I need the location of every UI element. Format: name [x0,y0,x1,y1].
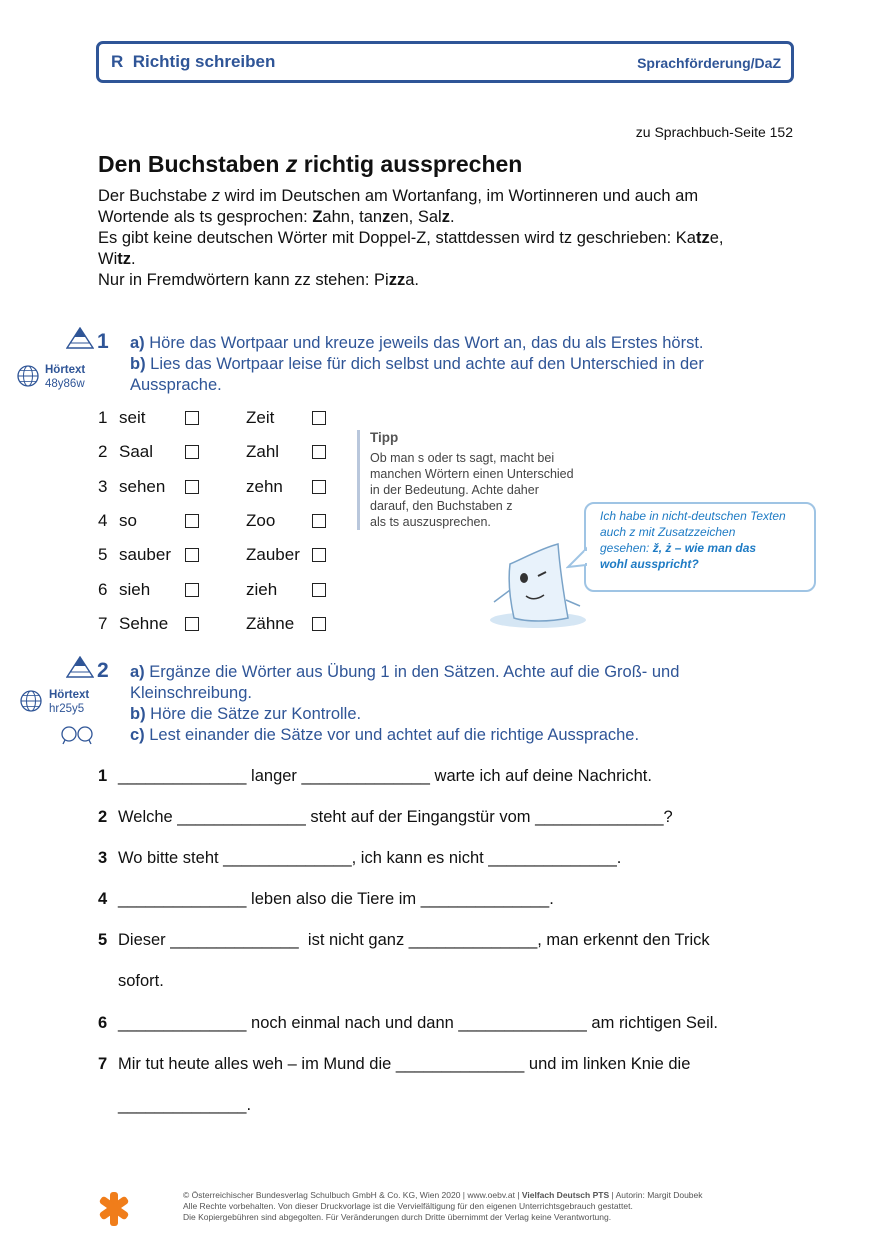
intro-line-2: Wortende als ts gesprochen: Zahn, tanzen, Salz. [98,208,455,226]
checkbox[interactable] [185,583,199,597]
pair-number: 7 [98,613,108,633]
tip-box: Tipp Ob man s oder ts sagt, macht bei manchen Wörtern einen Unterschied in der Bedeutung. Achte daher darauf, den Buchstaben z als ts auszusprechen. [357,430,605,530]
pair-number: 3 [98,476,108,496]
word-z: Zoo [246,510,276,530]
checkbox[interactable] [312,514,326,528]
intro-text [98,186,798,291]
word-s: sauber [119,545,171,565]
checkbox[interactable] [185,445,199,459]
audio-link-1[interactable]: Hörtext 48y86w [45,364,86,390]
partner-work-icon [60,725,96,745]
checkbox[interactable] [185,480,199,494]
checkbox[interactable] [312,445,326,459]
checkbox[interactable] [185,548,199,562]
mascot-illustration [480,540,600,632]
footer: © Österreichischer Bundesverlag Schulbuch GmbH & Co. KG, Wien 2020 | www.oebv.at | Vielfach Deutsch PTS | Autorin: Margit Doubek Alle Rechte vorbehalten. Von dieser Druckvorlage ist die Vervielfältigung für den eigenen Unterrichtsgebrauch gestattet. Die Kopiergebühren sind abgegolten. Für Veränderungen durch Dritte übernimmt der Verlag keine Verantwortung. [183,1190,703,1222]
checkbox[interactable] [185,514,199,528]
pair-number: 4 [98,510,108,530]
intro-line-1: Der Buchstabe z wird im Deutschen am Wortanfang, im Wortinneren und auch am [98,187,699,205]
tip-heading: Tipp [370,430,399,445]
pair-number: 1 [98,408,108,427]
sentence-3[interactable]: 3 Wo bitte steht ______________, ich kann es nicht ______________. [98,849,622,867]
page-title: Den Buchstaben z richtig aussprechen [98,151,523,177]
intro-line-4: Witz. [98,250,136,268]
word-z: Zauber [246,545,300,565]
sentence-2[interactable]: 2 Welche ______________ steht auf der Eingangstür vom ______________? [98,808,673,826]
word-z: Zähne [246,613,295,633]
word-s: sehen [119,476,166,496]
word-s: seit [119,408,146,427]
header-title: R Richtig schreiben [111,52,276,71]
page-reference: zu Sprachbuch-Seite 152 [635,124,793,140]
intro-line-5: Nur in Fremdwörtern kann zz stehen: Pizza. [98,271,419,289]
globe-icon[interactable] [16,364,40,388]
sentence-6[interactable]: 6 ______________ noch einmal nach und dann ______________ am richtigen Seil. [98,1014,718,1032]
checkbox[interactable] [312,480,326,494]
exercise-1-instructions: a) Höre das Wortpaar und kreuze jeweils das Wort an, das du als Erstes hörst. b) Lies das Wortpaar leise für dich selbst und achte auf den Unterschied in der Aussprache. [130,334,704,394]
word-z: Zahl [246,442,280,462]
pair-number: 2 [98,442,108,462]
word-s: Saal [119,442,154,462]
word-s: so [119,510,137,530]
sentence-1[interactable]: 1 ______________ langer ______________ warte ich auf deine Nachricht. [98,767,652,785]
checkbox[interactable] [312,411,326,425]
exercise-2-number: 2 [97,659,109,682]
pair-number: 5 [98,545,108,565]
exercise-2-instructions: a) Ergänze die Wörter aus Übung 1 in den Sätzen. Achte auf die Groß- und Kleinschreibung. b) Höre die Sätze zur Kontrolle. c) Lest einander die Sätze vor und achtet auf die richtige Aussprache. [130,663,680,744]
checkbox[interactable] [312,548,326,562]
word-z: zehn [246,476,283,496]
sentence-5[interactable]: 5 Dieser ______________ ist nicht ganz ______________, man erkennt den Trick [98,931,710,949]
checkbox[interactable] [312,617,326,631]
word-s: sieh [119,579,151,599]
word-z: zieh [246,579,278,599]
header-box [96,41,794,83]
sentence-7-cont[interactable]: ______________. [118,1096,252,1114]
checkbox[interactable] [185,617,199,631]
pair-number: 6 [98,579,108,599]
audio-link-2[interactable]: Hörtext hr25y5 [49,689,90,715]
difficulty-pyramid-icon-2 [66,656,94,678]
word-z: Zeit [246,408,275,427]
sentence-5-cont[interactable]: sofort. [118,972,164,990]
sentence-7[interactable]: 7 Mir tut heute alles weh – im Mund die ______________ und im linken Knie die [98,1055,691,1073]
sentence-4[interactable]: 4 ______________ leben also die Tiere im ______________. [98,890,554,908]
difficulty-pyramid-icon [66,327,94,349]
globe-icon-2[interactable] [19,689,43,713]
checkbox[interactable] [185,411,199,425]
intro-line-3: Es gibt keine deutschen Wörter mit Doppel-Z, stattdessen wird tz geschrieben: Katze, [98,229,724,247]
checkbox[interactable] [312,583,326,597]
exercise-1-number: 1 [97,330,109,353]
speech-bubble: Ich habe in nicht-deutschen Texten auch z mit Zusatzzeichen gesehen: ž, ż – wie man das wohl ausspricht? [584,502,816,592]
publisher-logo [96,1190,132,1228]
word-s: Sehne [119,613,169,633]
header-subject: Sprachförderung/DaZ [637,55,781,71]
